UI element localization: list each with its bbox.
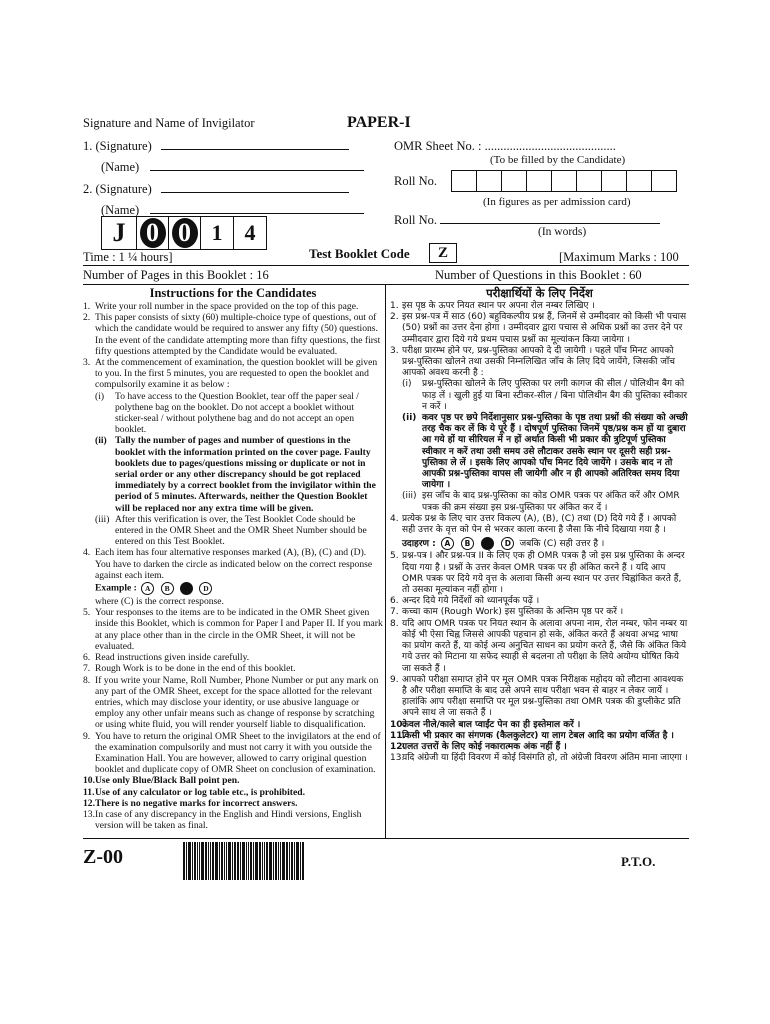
code-digit: 0 (140, 218, 166, 248)
example-label: Example : (95, 582, 137, 594)
example-label: उदाहरण : (402, 539, 436, 550)
roll-words-line[interactable] (440, 223, 660, 224)
roll-words-note: (In words) (538, 226, 587, 238)
list-item (390, 675, 689, 720)
item-text: इस जाँच के बाद प्रश्न-पुस्तिका का कोड OMR पत्रक पर अंकित करें और OMR पत्रक की क्रम संख्या इस प्रश्न-पुस्तिका पर अंकित कर दें । (422, 491, 680, 513)
signature-1-label: 1. (Signature) (83, 139, 152, 153)
roll-figures-note: (In figures as per admission card) (483, 196, 631, 208)
list-subitem (95, 391, 383, 436)
item-number: 11. (83, 786, 95, 798)
roll-no-boxes[interactable] (451, 170, 692, 192)
item-number: 5. (390, 551, 399, 562)
item-number: 2. (390, 312, 399, 323)
option-a-circle: A (441, 537, 454, 550)
item-text: परीक्षा प्रारम्भ होने पर, प्रश्न-पुस्तिका आपको दे दी जायेगी । पहले पाँच मिनट आपको प्रश्न-पुस्तिका खोलने तथा उसकी निम्नलिखित जाँच के लिए दिये जायेंगे, जिसकी जाँच आपको अवश्य करनी है : (402, 345, 675, 379)
list-subitem (402, 413, 689, 491)
list-subitem (95, 514, 383, 548)
item-number: 6. (83, 652, 91, 664)
list-item (390, 301, 689, 312)
item-text: At the commencement of examination, the question booklet will be given to you. In the first 5 minutes, you are requested to open the booklet and compulsorily examine it as below : (95, 357, 378, 391)
omr-sheet-no[interactable]: OMR Sheet No. : .......................................... (394, 139, 616, 153)
list-item (83, 607, 383, 652)
max-marks: [Maximum Marks : 100 (559, 250, 679, 264)
item-number: 12. (83, 797, 95, 809)
item-number: 4. (83, 547, 91, 559)
roll-digit-box[interactable] (452, 170, 477, 192)
item-text: Your responses to the items are to be indicated in the OMR Sheet given inside this Booklet, which is common for Paper I and Paper II. If you mark at any place other than in the circle in the OMR Sheet, it will not be evaluated. (95, 607, 383, 652)
list-item (83, 775, 383, 786)
item-text: अन्दर दिये गये निर्देशों को ध्यानपूर्वक पढ़ें । (402, 596, 540, 607)
roll-digit-box[interactable] (652, 170, 677, 192)
divider (83, 265, 689, 266)
barcode (183, 842, 333, 880)
list-item (390, 514, 689, 536)
code-digit: 0 (172, 218, 198, 248)
name-2-label: (Name) (101, 203, 140, 217)
item-text: इस पृष्ठ के ऊपर नियत स्थान पर अपना रोल नम्बर लिखिए । (402, 301, 595, 311)
paper-code-footer: Z-00 (83, 846, 123, 868)
option-b-circle: B (461, 537, 474, 550)
invigilator-heading: Signature and Name of Invigilator (83, 116, 255, 130)
roll-digit-box[interactable] (552, 170, 577, 192)
item-number: 6. (390, 596, 399, 607)
column-divider (385, 284, 386, 838)
item-number: 4. (390, 513, 399, 524)
list-item (390, 731, 689, 742)
item-text: यदि आप OMR पत्रक पर नियत स्थान के अलावा अपना नाम, रोल नम्बर, फोन नम्बर या कोई भी ऐसा चिह्न जिससे आपकी पहचान हो सके, अंकित करते हैं अथवा अभद्र भाषा का प्रयोग करते हैं, या कोई अन्य अनुचित साधन का प्रयोग करते हैं, जैसे कि अंकित किये गये उत्तर को मिटाना या सफेद स्याही से बदलना तो परीक्षा के लिये अयोग्य घोषित किये जा सकते हैं । (402, 618, 688, 674)
roll-no-label: Roll No. (394, 174, 438, 188)
roll-digit-box[interactable] (477, 170, 502, 192)
question-count: Number of Questions in this Booklet : 60 (435, 268, 642, 282)
item-number: (ii) (402, 413, 417, 424)
option-d-circle: D (501, 537, 514, 550)
hindi-instructions (390, 286, 689, 764)
list-item (83, 652, 383, 663)
list-item (390, 753, 689, 764)
option-c-filled-circle: C (180, 582, 193, 595)
item-text: After this verification is over, the Test Booklet Code should be entered in the OMR Sheet and the OMR Sheet Number should be entered on this Test Booklet. (115, 513, 367, 548)
roll-digit-box[interactable] (577, 170, 602, 192)
list-item (83, 798, 383, 809)
omr-note: (To be filled by the Candidate) (490, 154, 626, 166)
item-number: 13. (83, 808, 95, 820)
list-item (83, 301, 383, 312)
item-number: (i) (95, 390, 105, 402)
item-number: 2. (83, 312, 91, 324)
option-b-circle: B (161, 582, 174, 595)
page-count: Number of Pages in this Booklet : 16 (83, 268, 269, 282)
code-digit: 4 (233, 216, 267, 250)
booklet-code-label: Test Booklet Code (309, 246, 410, 261)
item-text: Write your roll number in the space provided on the top of this page. (95, 301, 359, 312)
item-number: 8. (83, 674, 91, 686)
list-item (83, 731, 383, 776)
list-subitem (95, 435, 383, 513)
signature-2-line[interactable] (161, 192, 349, 193)
item-number: 1. (83, 301, 91, 312)
item-text: प्रश्न-पत्र I और प्रश्न-पत्र II के लिए एक ही OMR पत्रक है जो इस प्रश्न पुस्तिका के अन्दर दिया गया है । प्रश्नों के उत्तर केवल OMR पत्रक पर ही अंकित करने हैं । यदि आप OMR पत्रक पर दिये गये वृत्त के अलावा किसी अन्य स्थान पर उत्तर चिह्नांकित करते हैं, तो उसका मूल्यांकन नहीं होगा । (402, 551, 685, 596)
item-text: You have to return the original OMR Sheet to the invigilators at the end of the examination compulsorily and must not carry it with you outside the Examination Hall. You are however, allowed to carry original question booklet and duplicate copy of OMR Sheet on conclusion of examination. (95, 730, 381, 776)
example-row (390, 537, 689, 550)
item-text: प्रत्येक प्रश्न के लिए चार उत्तर विकल्प (A), (B), (C) तथा (D) दिये गये हैं । आपको सही उत्तर के वृत्त को पेन से भरकर काला करना है जैसा कि नीचे दिखाया गया है । (402, 513, 677, 536)
item-number: 7. (390, 607, 399, 618)
item-text: If you write your Name, Roll Number, Phone Number or put any mark on any part of the OMR Sheet, except for the space allotted for the relevant entries, which may disclose your identity, or use abusive language or employ any other unfair means such as change of response by scratching or using white fluid, you will render yourself liable to disqualification. (95, 674, 379, 731)
item-text: केवल नीले/काले बाल प्वाईंट पेन का ही इस्तेमाल करें । (402, 719, 581, 730)
item-number: 9. (83, 730, 91, 742)
list-item (390, 551, 689, 596)
item-number: 9. (390, 674, 399, 685)
item-text: To have access to the Question Booklet, tear off the paper seal / polythene bag on the booklet. Do not accept a booklet without sticker-seal / without polythene bag and do not accept an open booklet. (115, 390, 359, 436)
name-1-label: (Name) (101, 160, 140, 174)
exam-booklet-cover (83, 112, 689, 902)
list-item (390, 742, 689, 753)
item-text: Use of any calculator or log table etc., is prohibited. (95, 786, 305, 798)
item-number: 13. (390, 753, 405, 764)
signature-2-label: 2. (Signature) (83, 182, 152, 196)
list-item (390, 346, 689, 380)
time-allowed: Time : 1 ¼ hours] (83, 250, 173, 264)
roll-digit-box[interactable] (502, 170, 527, 192)
item-number: (iii) (402, 491, 417, 502)
example-row (83, 582, 383, 595)
option-c-filled-circle: C (481, 537, 494, 550)
english-item-list (83, 301, 383, 831)
item-text: गलत उत्तरों के लिए कोई नकारात्मक अंक नहीं हैं । (402, 741, 567, 752)
item-number: 8. (390, 618, 399, 629)
name-1-line[interactable] (150, 170, 364, 171)
list-item (390, 596, 689, 607)
list-item (83, 547, 383, 581)
list-item (390, 312, 689, 346)
item-text: इस प्रश्न-पत्र में साठ (60) बहुविकल्पीय प्रश्न हैं, जिनमें से उम्मीदवार को किसी भी पचास (50) प्रश्नों का उत्तर देना होगा । उम्मीदवार द्वारा पचास से अधिक प्रश्नों का उत्तर देने पर उम्मीदवार द्वारा दिये गये प्रथम पचास प्रश्नों का मूल्यांकन किया जायेगा । (402, 312, 687, 345)
item-text: Tally the number of pages and number of questions in the booklet with the information printed on the cover page. Faulty booklets due to pages/questions missing or duplicate or not in serial order or any other discrepancy should be got replaced immediately by a correct booklet from the invigilator within the period of 5 minutes. Afterwards, neither the Question Booklet will be replaced nor any extra time will be given. (115, 435, 376, 514)
item-text: Each item has four alternative responses marked (A), (B), (C) and (D). You have to darken the circle as indicated below on the correct response against each item. (95, 547, 373, 581)
item-text: In case of any discrepancy in the English and Hindi versions, English version will be taken as final. (95, 808, 362, 832)
item-text: प्रश्न-पुस्तिका खोलने के लिए पुस्तिका पर लगी कागज की सील / पोलिथीन बैग को फाड़ लें । खुली हुई या बिना स्टीकर-सील / बिना पोलिथीन बैग की पुस्तिका स्वीकार न करें । (422, 379, 688, 412)
name-1 (101, 160, 364, 175)
hindi-item-list (390, 301, 689, 764)
signature-1 (83, 139, 349, 154)
list-item (83, 663, 383, 674)
english-instructions (83, 286, 383, 831)
list-item (83, 357, 383, 391)
roll-digit-box[interactable] (627, 170, 652, 192)
signature-2 (83, 182, 349, 197)
list-subitem (402, 491, 689, 513)
item-text: Read instructions given inside carefully. (95, 652, 250, 664)
item-text: where (C) is the correct response. (95, 596, 224, 608)
roll-words-label: Roll No. (394, 213, 438, 227)
list-item (83, 675, 383, 731)
item-text: यदि अंग्रेजी या हिंदी विवरण में कोई विसंगति हो, तो अंग्रेजी विवरण अंतिम माना जाएगा । (402, 753, 688, 764)
item-text: किसी भी प्रकार का संगणक (कैलकुलेटर) या लाग टेबल आदि का प्रयोग वर्जित है । (402, 730, 674, 741)
item-text: This paper consists of sixty (60) multiple-choice type of questions, out of which the candidate would be required to answer any fifty (50) questions. In the event of the candidate attempting more than fifty questions, the first fifty questions attempted by the Candidate would be evaluated. (95, 312, 381, 357)
option-d-circle: D (199, 582, 212, 595)
item-number: 10. (83, 775, 95, 787)
list-item (390, 619, 689, 675)
divider (83, 284, 689, 285)
item-number: 10. (390, 719, 406, 730)
paper-code (101, 216, 271, 250)
item-number: 5. (83, 607, 91, 619)
list-item (390, 720, 689, 731)
code-digit: 1 (200, 216, 234, 250)
example-suffix: जबकि (C) सही उत्तर है । (519, 539, 605, 550)
english-heading: Instructions for the Candidates (149, 286, 317, 300)
list-item (83, 787, 383, 798)
paper-title: PAPER-I (347, 114, 411, 131)
option-a-circle: A (141, 582, 154, 595)
pto-label: P.T.O. (621, 854, 656, 869)
item-text: कच्चा काम (Rough Work) इस पुस्तिका के अन्तिम पृष्ठ पर करें । (402, 607, 624, 618)
list-item (83, 312, 383, 357)
item-number: (i) (402, 379, 412, 390)
item-number: 7. (83, 663, 91, 675)
item-number: (iii) (95, 513, 110, 525)
roll-digit-box[interactable] (527, 170, 552, 192)
item-text: कवर पृष्ठ पर छपे निर्देशानुसार प्रश्न-पुस्तिका के पृष्ठ तथा प्रश्नों की संख्या को अच्छी तरह चैक कर लें कि ये पूरे हैं । दोषपूर्ण पुस्तिका जिनमें पृष्ठ/प्रश्न कम हों या दुबारा आ गये हों या सीरियल में न हों अर्थात किसी भी प्रकार की त्रुटिपूर्ण पुस्तिका स्वीकार न करें तथा उसी समय उसे लौटाकर उसके स्थान पर दूसरी सही प्रश्न-पुस्तिका ले लें । इसके लिए आपको पाँच मिनट दिये जायेंगे । उसके बाद न तो आपकी प्रश्न-पुस्तिका वापस ली जायेगी और न ही आपको अतिरिक्त समय दिया जायेगा । (422, 413, 688, 491)
roll-digit-box[interactable] (602, 170, 627, 192)
item-text: Use only Blue/Black Ball point pen. (95, 775, 240, 787)
item-text: There is no negative marks for incorrect answers. (95, 797, 298, 809)
signature-1-line[interactable] (161, 149, 349, 150)
booklet-code-box: Z (429, 243, 457, 263)
item-number: 3. (83, 357, 91, 369)
item-number: 12. (390, 741, 406, 752)
item-text: Rough Work is to be done in the end of this booklet. (95, 663, 296, 675)
divider (83, 838, 689, 839)
item-number: 3. (390, 345, 399, 356)
list-item (390, 607, 689, 618)
list-item (83, 809, 383, 831)
hindi-heading: परीक्षार्थियों के लिए निर्देश (486, 286, 593, 300)
item-number: (ii) (95, 435, 107, 447)
roll-no-words (394, 213, 660, 228)
list-item (83, 596, 383, 607)
code-digit-box (168, 216, 201, 250)
code-digit-box (136, 216, 169, 250)
item-text: आपको परीक्षा समाप्त होने पर मूल OMR पत्रक निरीक्षक महोदय को लौटाना आवश्यक है और परीक्षा समाप्ति के बाद उसे अपने साथ परीक्षा भवन से बाहर न लेकर जायें । हालांकि आप परीक्षा समाप्ति पर मूल प्रश्न-पुस्तिका तथा OMR पत्रक की डुप्लीकेट प्रति अपने साथ ले जा सकते हैं । (402, 674, 684, 719)
item-number: 11. (390, 730, 406, 741)
code-letter: J (101, 216, 137, 250)
item-number: 1. (390, 301, 399, 311)
name-2-line[interactable] (150, 213, 364, 214)
list-subitem (402, 379, 689, 413)
